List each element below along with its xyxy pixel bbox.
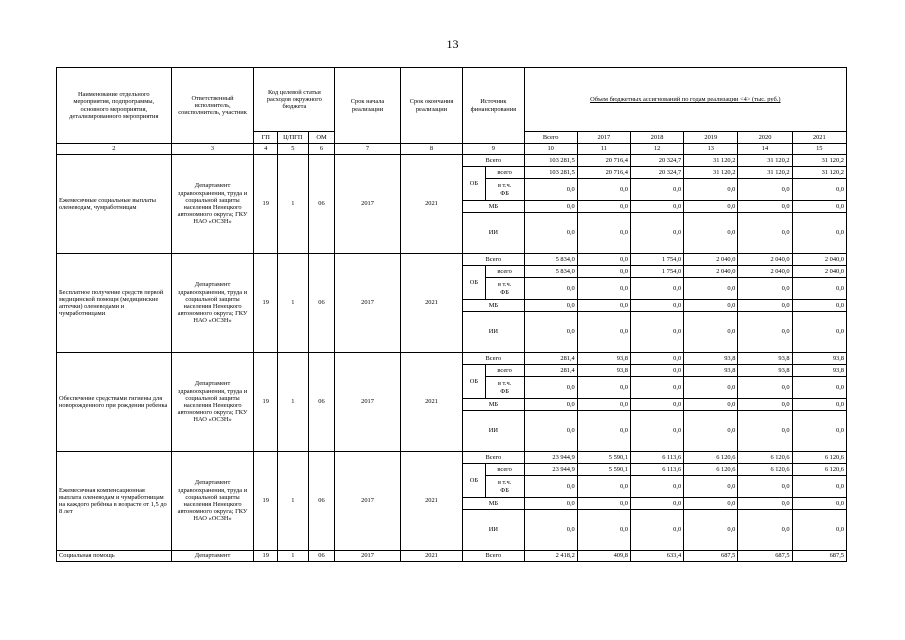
- budget-table: [56, 67, 847, 562]
- col-number: 6: [308, 144, 335, 155]
- value-cell: 0,0: [524, 411, 577, 452]
- start-year: 2017: [335, 452, 400, 551]
- value-cell: 6 120,6: [792, 464, 846, 476]
- value-cell: 0,0: [630, 278, 683, 300]
- gp-code: 19: [254, 452, 278, 551]
- om-code: 06: [308, 551, 335, 562]
- value-cell: 0,0: [630, 510, 683, 551]
- value-cell: 0,0: [738, 300, 792, 312]
- source-mb-label: МБ: [463, 399, 524, 411]
- col-number: 8: [400, 144, 462, 155]
- value-cell: 0,0: [738, 213, 792, 254]
- value-cell: 0,0: [630, 476, 683, 498]
- source-ob-label: ОБ: [463, 266, 486, 300]
- value-cell: 0,0: [524, 201, 577, 213]
- fb-label: ФБ: [500, 288, 509, 296]
- value-cell: 0,0: [738, 476, 792, 498]
- value-cell: 6 113,6: [630, 464, 683, 476]
- gp-code: 19: [254, 155, 278, 254]
- value-cell: 20 716,4: [577, 155, 630, 167]
- value-cell: 0,0: [524, 312, 577, 353]
- value-cell: 0,0: [577, 278, 630, 300]
- value-cell: 0,0: [630, 377, 683, 399]
- value-cell: 20 324,7: [630, 155, 683, 167]
- value-cell: 0,0: [577, 498, 630, 510]
- source-ob-label: ОБ: [463, 365, 486, 399]
- value-cell: 2 040,0: [792, 266, 846, 278]
- value-cell: 281,4: [524, 365, 577, 377]
- value-cell: 0,0: [792, 411, 846, 452]
- header-om: ОМ: [308, 132, 335, 144]
- source-ob-total-label: всего: [485, 266, 524, 278]
- value-cell: 0,0: [577, 254, 630, 266]
- value-cell: 2 418,2: [524, 551, 577, 562]
- value-cell: 6 113,6: [630, 452, 683, 464]
- value-cell: 23 944,9: [524, 452, 577, 464]
- header-year: 2019: [684, 132, 738, 144]
- value-cell: 0,0: [684, 476, 738, 498]
- om-code: 06: [308, 452, 335, 551]
- value-cell: 0,0: [630, 179, 683, 201]
- value-cell: 0,0: [577, 213, 630, 254]
- gp-code: 19: [254, 254, 278, 353]
- value-cell: 0,0: [684, 300, 738, 312]
- value-cell: 0,0: [792, 300, 846, 312]
- value-cell: 0,0: [684, 510, 738, 551]
- value-cell: 0,0: [630, 411, 683, 452]
- col-number: 14: [738, 144, 792, 155]
- value-cell: 0,0: [630, 353, 683, 365]
- value-cell: 0,0: [684, 201, 738, 213]
- value-cell: 0,0: [684, 377, 738, 399]
- value-cell: 0,0: [792, 399, 846, 411]
- value-cell: 0,0: [792, 498, 846, 510]
- value-cell: 2 040,0: [684, 266, 738, 278]
- col-number: 9: [463, 144, 524, 155]
- column-numbers-row: [57, 144, 847, 155]
- value-cell: 0,0: [792, 179, 846, 201]
- end-year: 2021: [400, 551, 462, 562]
- header-ctpgp: Ц/ПГП: [278, 132, 309, 144]
- value-cell: 0,0: [577, 476, 630, 498]
- value-cell: 93,8: [792, 365, 846, 377]
- value-cell: 0,0: [738, 411, 792, 452]
- value-cell: 31 120,2: [738, 155, 792, 167]
- value-cell: 0,0: [684, 399, 738, 411]
- source-ob-label: ОБ: [463, 464, 486, 498]
- value-cell: 0,0: [577, 377, 630, 399]
- value-cell: 31 120,2: [738, 167, 792, 179]
- value-cell: 0,0: [524, 498, 577, 510]
- value-cell: 0,0: [524, 476, 577, 498]
- om-code: 06: [308, 155, 335, 254]
- value-cell: 0,0: [524, 213, 577, 254]
- value-cell: 6 120,6: [738, 452, 792, 464]
- value-cell: 0,0: [524, 377, 577, 399]
- header-start: Срок начала реализации: [335, 68, 400, 144]
- header-year: 2021: [792, 132, 846, 144]
- value-cell: 687,5: [738, 551, 792, 562]
- value-cell: 0,0: [577, 201, 630, 213]
- om-code: 06: [308, 353, 335, 452]
- gp-code: 19: [254, 353, 278, 452]
- value-cell: 687,5: [792, 551, 846, 562]
- value-cell: 6 120,6: [738, 464, 792, 476]
- value-cell: 93,8: [738, 365, 792, 377]
- value-cell: 0,0: [630, 300, 683, 312]
- value-cell: 93,8: [684, 353, 738, 365]
- ctpgp-code: 1: [278, 155, 309, 254]
- source-fb-label: [485, 179, 524, 201]
- source-ii-label: ИИ: [463, 213, 524, 254]
- value-cell: 0,0: [630, 213, 683, 254]
- col-number: 4: [254, 144, 278, 155]
- col-number: 3: [171, 144, 254, 155]
- activity-name: Бесплатное получение средств первой медицинской помощи (медицинские аптечки) оленеводами и чумработницами: [57, 254, 172, 353]
- start-year: 2017: [335, 353, 400, 452]
- table-row: [57, 452, 847, 464]
- source-fb-label: [485, 278, 524, 300]
- value-cell: 103 281,5: [524, 167, 577, 179]
- value-cell: 93,8: [577, 365, 630, 377]
- end-year: 2021: [400, 353, 462, 452]
- value-cell: 103 281,5: [524, 155, 577, 167]
- value-cell: 20 716,4: [577, 167, 630, 179]
- header-volume: Объем бюджетных ассигнований по годам реализации <4> (тыс. руб.): [524, 68, 846, 132]
- value-cell: 0,0: [792, 476, 846, 498]
- value-cell: 0,0: [524, 278, 577, 300]
- value-cell: 31 120,2: [684, 155, 738, 167]
- activity-name: Ежемесячные социальные выплаты оленеводам, чумработницам: [57, 155, 172, 254]
- value-cell: 0,0: [577, 411, 630, 452]
- value-cell: 0,0: [684, 179, 738, 201]
- header-year: 2020: [738, 132, 792, 144]
- activity-executor: Департамент: [171, 551, 254, 562]
- value-cell: 0,0: [738, 377, 792, 399]
- source-ob-total-label: всего: [485, 167, 524, 179]
- header-year: 2017: [577, 132, 630, 144]
- value-cell: 93,8: [738, 353, 792, 365]
- source-ii-label: ИИ: [463, 312, 524, 353]
- value-cell: 31 120,2: [684, 167, 738, 179]
- value-cell: 0,0: [684, 312, 738, 353]
- source-total-label: Всего: [463, 353, 524, 365]
- including-label: в т.ч.: [497, 182, 512, 190]
- source-mb-label: МБ: [463, 201, 524, 213]
- source-total-label: Всего: [463, 254, 524, 266]
- start-year: 2017: [335, 155, 400, 254]
- source-ii-label: ИИ: [463, 510, 524, 551]
- activity-name: Обеспечение средствами гигиены для новорожденного при рождении ребенка: [57, 353, 172, 452]
- value-cell: 0,0: [684, 411, 738, 452]
- start-year: 2017: [335, 551, 400, 562]
- value-cell: 0,0: [630, 365, 683, 377]
- value-cell: 0,0: [524, 300, 577, 312]
- header-source: Источник финансирования: [463, 68, 524, 144]
- activity-executor: Департамент здравоохранения, труда и социальной защиты населения Ненецкого автономного округа; ГКУ НАО «ОСЗН»: [171, 155, 254, 254]
- fb-label: ФБ: [500, 189, 509, 197]
- value-cell: 0,0: [630, 201, 683, 213]
- value-cell: 5 834,0: [524, 266, 577, 278]
- value-cell: 0,0: [577, 266, 630, 278]
- ctpgp-code: 1: [278, 452, 309, 551]
- source-ob-total-label: всего: [485, 365, 524, 377]
- start-year: 2017: [335, 254, 400, 353]
- value-cell: 6 120,6: [684, 452, 738, 464]
- fb-label: ФБ: [500, 387, 509, 395]
- source-mb-label: МБ: [463, 300, 524, 312]
- value-cell: 6 120,6: [792, 452, 846, 464]
- col-number: 12: [630, 144, 683, 155]
- header-name: Наименование отдельного мероприятия, подпрограммы, основного мероприятия, детализированного мероприятия: [57, 68, 172, 144]
- value-cell: 633,4: [630, 551, 683, 562]
- value-cell: 5 590,1: [577, 464, 630, 476]
- header-executor: Ответственный исполнитель, соисполнитель, участник: [171, 68, 254, 144]
- header-year: 2018: [630, 132, 683, 144]
- value-cell: 0,0: [792, 213, 846, 254]
- value-cell: 0,0: [792, 312, 846, 353]
- col-number: 2: [57, 144, 172, 155]
- table-row: [57, 155, 847, 167]
- activity-executor: Департамент здравоохранения, труда и социальной защиты населения Ненецкого автономного округа; ГКУ НАО «ОСЗН»: [171, 452, 254, 551]
- source-ii-label: ИИ: [463, 411, 524, 452]
- header-end: Срок окончания реализации: [400, 68, 462, 144]
- om-code: 06: [308, 254, 335, 353]
- end-year: 2021: [400, 254, 462, 353]
- value-cell: 0,0: [577, 312, 630, 353]
- activity-executor: Департамент здравоохранения, труда и социальной защиты населения Ненецкого автономного округа; ГКУ НАО «ОСЗН»: [171, 254, 254, 353]
- col-number: 15: [792, 144, 846, 155]
- including-label: в т.ч.: [497, 479, 512, 487]
- value-cell: 0,0: [630, 312, 683, 353]
- table-row: [57, 254, 847, 266]
- ctpgp-code: 1: [278, 254, 309, 353]
- value-cell: 1 754,0: [630, 254, 683, 266]
- header-total: Всего: [524, 132, 577, 144]
- activity-name: Социальная помощь: [57, 551, 172, 562]
- value-cell: 0,0: [738, 179, 792, 201]
- value-cell: 5 834,0: [524, 254, 577, 266]
- value-cell: 2 040,0: [792, 254, 846, 266]
- value-cell: 31 120,2: [792, 167, 846, 179]
- value-cell: 23 944,9: [524, 464, 577, 476]
- page-number: 13: [446, 37, 459, 51]
- including-label: в т.ч.: [497, 281, 512, 289]
- value-cell: 0,0: [577, 300, 630, 312]
- activity-name: Ежемесячная компенсационная выплата оленеводам и чумработницам на каждого ребёнка в возрасте от 1,5 до 8 лет: [57, 452, 172, 551]
- value-cell: 0,0: [738, 399, 792, 411]
- value-cell: 2 040,0: [738, 254, 792, 266]
- value-cell: 0,0: [792, 377, 846, 399]
- source-fb-label: [485, 377, 524, 399]
- source-fb-label: [485, 476, 524, 498]
- value-cell: 0,0: [738, 278, 792, 300]
- activity-executor: Департамент здравоохранения, труда и социальной защиты населения Ненецкого автономного округа; ГКУ НАО «ОСЗН»: [171, 353, 254, 452]
- ctpgp-code: 1: [278, 353, 309, 452]
- value-cell: 0,0: [577, 510, 630, 551]
- value-cell: 93,8: [577, 353, 630, 365]
- value-cell: 5 590,1: [577, 452, 630, 464]
- including-label: в т.ч.: [497, 380, 512, 388]
- value-cell: 0,0: [738, 498, 792, 510]
- table-row: [57, 353, 847, 365]
- value-cell: 93,8: [684, 365, 738, 377]
- value-cell: 0,0: [577, 399, 630, 411]
- value-cell: 31 120,2: [792, 155, 846, 167]
- value-cell: 0,0: [738, 312, 792, 353]
- col-number: 5: [278, 144, 309, 155]
- source-total-label: Всего: [463, 452, 524, 464]
- col-number: 7: [335, 144, 400, 155]
- source-total-label: Всего: [463, 551, 524, 562]
- value-cell: 0,0: [684, 278, 738, 300]
- source-ob-total-label: всего: [485, 464, 524, 476]
- col-number: 13: [684, 144, 738, 155]
- value-cell: 0,0: [577, 179, 630, 201]
- value-cell: 1 754,0: [630, 266, 683, 278]
- end-year: 2021: [400, 155, 462, 254]
- value-cell: 281,4: [524, 353, 577, 365]
- value-cell: 0,0: [792, 278, 846, 300]
- value-cell: 6 120,6: [684, 464, 738, 476]
- value-cell: 0,0: [792, 510, 846, 551]
- value-cell: 0,0: [684, 213, 738, 254]
- value-cell: 0,0: [792, 201, 846, 213]
- col-number: 10: [524, 144, 577, 155]
- value-cell: 20 324,7: [630, 167, 683, 179]
- value-cell: 0,0: [738, 510, 792, 551]
- fb-label: ФБ: [500, 486, 509, 494]
- end-year: 2021: [400, 452, 462, 551]
- value-cell: 409,8: [577, 551, 630, 562]
- value-cell: 93,8: [792, 353, 846, 365]
- header-code: Код целевой статьи расходов окружного бюджета: [254, 68, 335, 132]
- value-cell: 0,0: [684, 498, 738, 510]
- value-cell: 687,5: [684, 551, 738, 562]
- gp-code: 19: [254, 551, 278, 562]
- value-cell: 0,0: [524, 179, 577, 201]
- ctpgp-code: 1: [278, 551, 309, 562]
- header-row: [57, 68, 847, 132]
- value-cell: 0,0: [738, 201, 792, 213]
- source-ob-label: ОБ: [463, 167, 486, 201]
- value-cell: 0,0: [630, 399, 683, 411]
- value-cell: 2 040,0: [738, 266, 792, 278]
- header-gp: ГП: [254, 132, 278, 144]
- value-cell: 0,0: [524, 510, 577, 551]
- source-total-label: Всего: [463, 155, 524, 167]
- source-mb-label: МБ: [463, 498, 524, 510]
- table-row: [57, 551, 847, 562]
- col-number: 11: [577, 144, 630, 155]
- value-cell: 0,0: [630, 498, 683, 510]
- value-cell: 2 040,0: [684, 254, 738, 266]
- value-cell: 0,0: [524, 399, 577, 411]
